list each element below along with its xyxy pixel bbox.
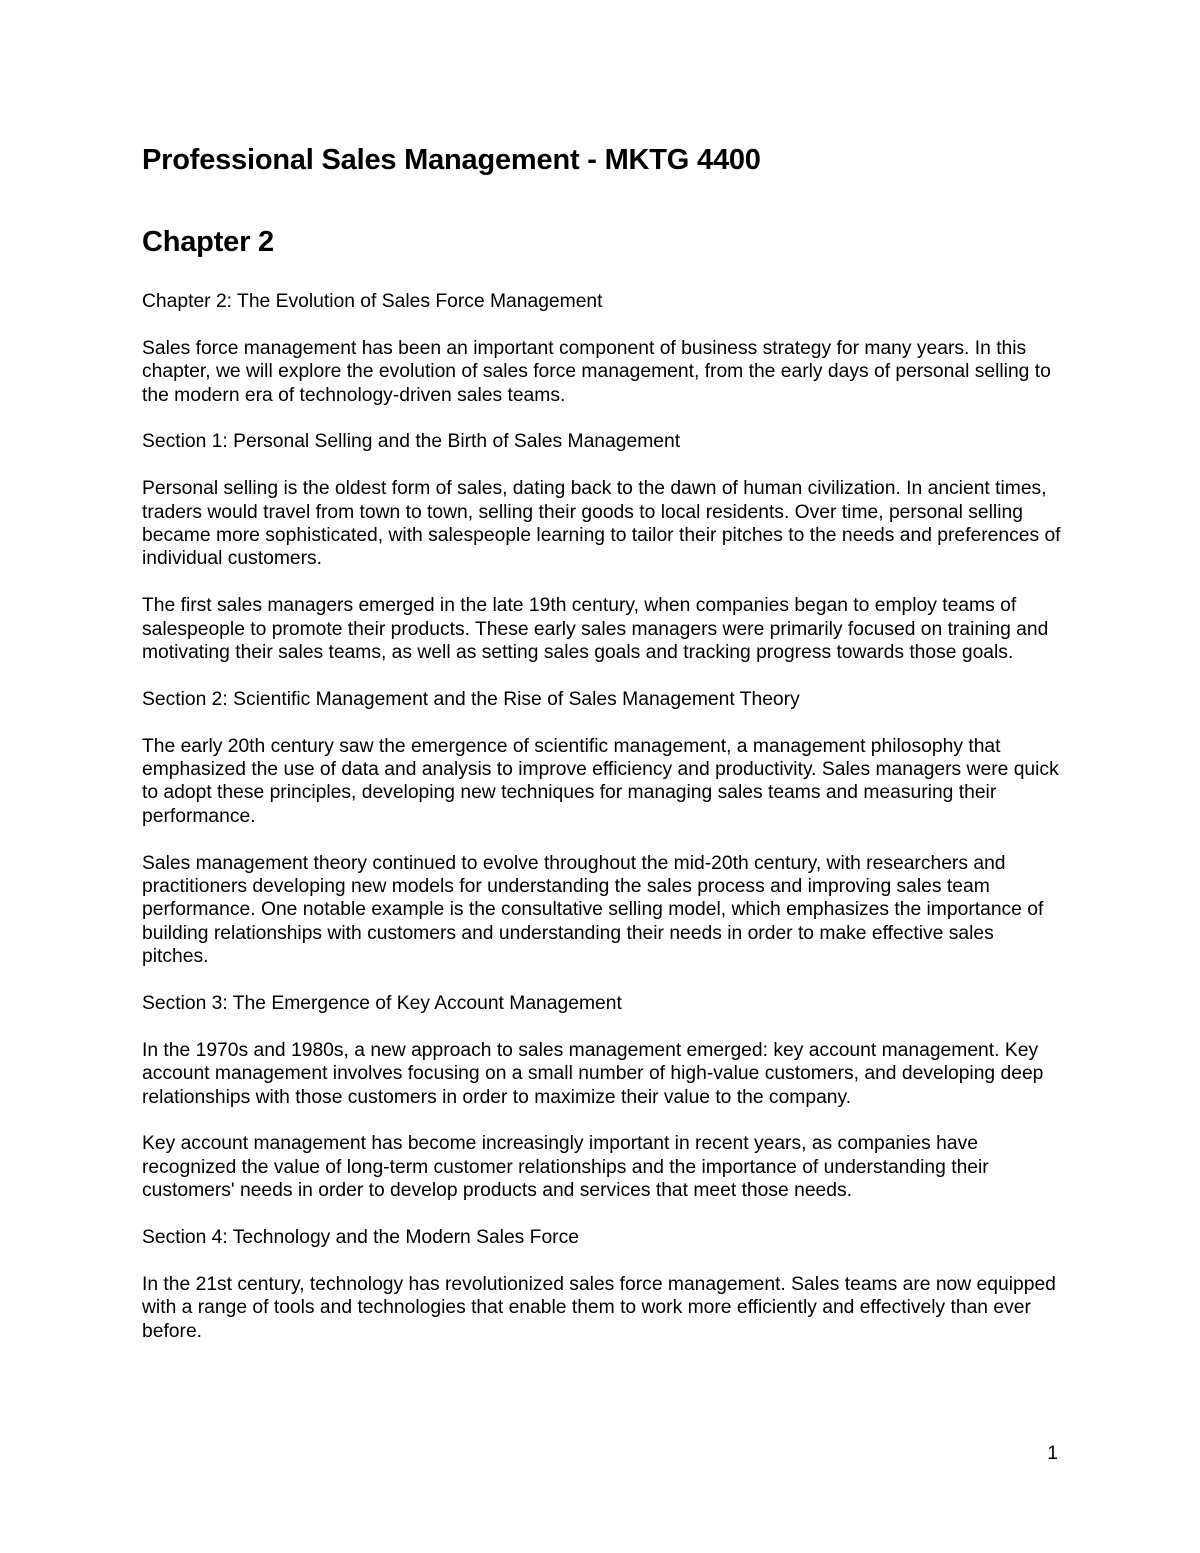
section-3-heading: Section 3: The Emergence of Key Account Management [142, 993, 622, 1015]
section-1-heading: Section 1: Personal Selling and the Birth of Sales Management [142, 431, 681, 453]
paragraph: Key account management has become increasingly important in recent years, as companies have recognized the value of long-term customer relationships and the importance of understanding their customers' needs in order to develop products and services that meet those needs. [142, 1133, 989, 1202]
paragraph: Sales management theory continued to evolve throughout the mid-20th century, with researchers and practitioners developing new models for understanding the sales process and improving sales team performance. One notable example is the consultative selling model, which emphasizes the importance of building relationships with customers and understanding their needs in order to make effective sales pitches. [142, 852, 1044, 968]
chapter-heading: Chapter 2 [142, 226, 274, 258]
paragraph: Personal selling is the oldest form of sales, dating back to the dawn of human civilization. In ancient times, traders would travel from town to town, selling their goods to local residents. Over time, personal selling became more sophisticated, with salespeople learning to tailor their pitches to the needs and preferences of individual customers. [142, 478, 1061, 570]
section-2-heading: Section 2: Scientific Management and the Rise of Sales Management Theory [142, 688, 800, 710]
page-number: 1 [1047, 1443, 1058, 1464]
paragraph: In the 1970s and 1980s, a new approach to sales management emerged: key account management. Key account management involves focusing on a small number of high-value customers, and developing deep relationships with those customers in order to maximize their value to the company. [142, 1039, 1044, 1108]
paragraph: The first sales managers emerged in the late 19th century, when companies began to employ teams of salespeople to promote their products. These early sales managers were primarily focused on training and motivating their sales teams, as well as setting sales goals and tracking progress towards those goals. [142, 595, 1049, 664]
paragraph: In the 21st century, technology has revolutionized sales force management. Sales teams are now equipped with a range of tools and technologies that enable them to work more efficiently and effectively than ever before. [142, 1273, 1056, 1342]
page-content [142, 138, 1062, 1343]
intro-paragraph: Sales force management has been an important component of business strategy for many years. In this chapter, we will explore the evolution of sales force management, from the early days of personal selling to the modern era of technology-driven sales teams. [142, 337, 1051, 406]
chapter-subtitle: Chapter 2: The Evolution of Sales Force Management [142, 291, 603, 312]
section-4-heading: Section 4: Technology and the Modern Sales Force [142, 1227, 579, 1249]
paragraph: The early 20th century saw the emergence of scientific management, a management philosophy that emphasized the use of data and analysis to improve efficiency and productivity. Sales managers were quick to adopt these principles, developing new techniques for managing sales teams and measuring their performance. [142, 735, 1059, 827]
document-title: Professional Sales Management - MKTG 4400 [142, 144, 761, 176]
